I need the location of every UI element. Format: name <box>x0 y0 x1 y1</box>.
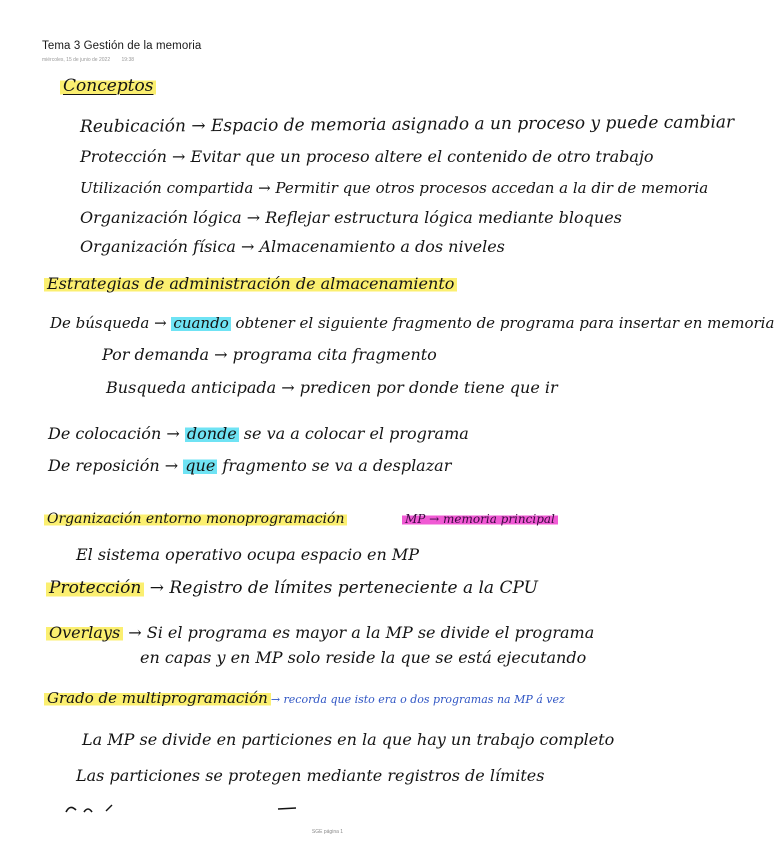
strategy-reposicion-rest: fragmento se va a desplazar <box>217 456 452 475</box>
note-time: 19:38 <box>121 57 135 63</box>
cut-off-ink-strokes <box>60 800 320 814</box>
keyword-donde: donde <box>186 424 237 443</box>
mono-proteccion-rest: → Registro de límites perteneciente a la CPU <box>144 578 538 598</box>
side-note-blue: → recorda que isto era o dos programas na MP á vez <box>270 693 565 706</box>
mono-line: El sistema operativo ocupa espacio en MP <box>76 545 419 564</box>
heading-multiprogramacion <box>44 688 565 710</box>
aside-mp-note-text: MP → memoria principal <box>402 512 558 526</box>
label-proteccion: Protección <box>46 578 144 598</box>
strategy-colocacion <box>48 424 469 444</box>
strategy-busqueda-rest: obtener el siguiente fragmento de programa para insertar en memoria <box>230 314 774 332</box>
cut-off-ink <box>60 800 320 814</box>
keyword-cuando: cuando <box>173 314 229 332</box>
concept-item: Organización lógica → Reflejar estructura lógica mediante bloques <box>80 208 622 227</box>
concept-item: Protección → Evitar que un proceso altere el contenido de otro trabajo <box>80 147 654 166</box>
heading-monoprogramacion <box>44 509 347 529</box>
note-date: miércoles, 15 de junio de 2022 <box>42 57 111 63</box>
heading-estrategias <box>44 274 457 294</box>
page-footer: SGE página 1 <box>311 829 344 835</box>
strategy-colocacion-rest: se va a colocar el programa <box>238 424 469 443</box>
concept-item: Reubicación → Espacio de memoria asignado a un proceso y puede cambiar <box>79 112 735 137</box>
multi-item: La MP se divide en particiones en la que hay un trabajo completo <box>82 730 615 749</box>
strategy-sub-item: Busqueda anticipada → predicen por donde tiene que ir <box>106 378 558 397</box>
page-title: Tema 3 Gestión de la memoria <box>42 40 202 52</box>
mono-overlays-cont: en capas y en MP solo reside la que se está ejecutando <box>140 648 587 667</box>
concept-item: Organización física → Almacenamiento a dos niveles <box>80 237 505 256</box>
strategy-reposicion <box>48 456 451 476</box>
multi-item: Las particiones se protegen mediante registros de límites <box>76 766 545 785</box>
mono-overlays-rest: → Si el programa es mayor a la MP se divide el programa <box>123 623 595 642</box>
heading-conceptos <box>60 76 156 96</box>
keyword-que: que <box>185 456 216 475</box>
heading-multiprogramacion-text: Grado de multiprogramación <box>44 689 271 707</box>
strategy-sub-item: Por demanda → programa cita fragmento <box>102 345 437 364</box>
heading-estrategias-text: Estrategias de administración de almacenamiento <box>44 274 457 293</box>
strategy-colocacion-prefix: De colocación → <box>48 424 185 443</box>
strategy-busqueda <box>50 313 774 333</box>
strategy-reposicion-prefix: De reposición → <box>48 456 184 475</box>
aside-mp-note <box>402 509 558 529</box>
mono-proteccion <box>46 578 538 598</box>
concept-item: Utilización compartida → Permitir que otros procesos accedan a la dir de memoria <box>80 179 709 197</box>
note-metadata <box>42 57 144 63</box>
heading-conceptos-text: Conceptos <box>60 76 156 96</box>
heading-monoprogramacion-text: Organización entorno monoprogramación <box>44 511 347 527</box>
strategy-busqueda-prefix: De búsqueda → <box>50 314 172 332</box>
label-overlays: Overlays <box>46 623 123 642</box>
mono-overlays <box>46 623 594 643</box>
